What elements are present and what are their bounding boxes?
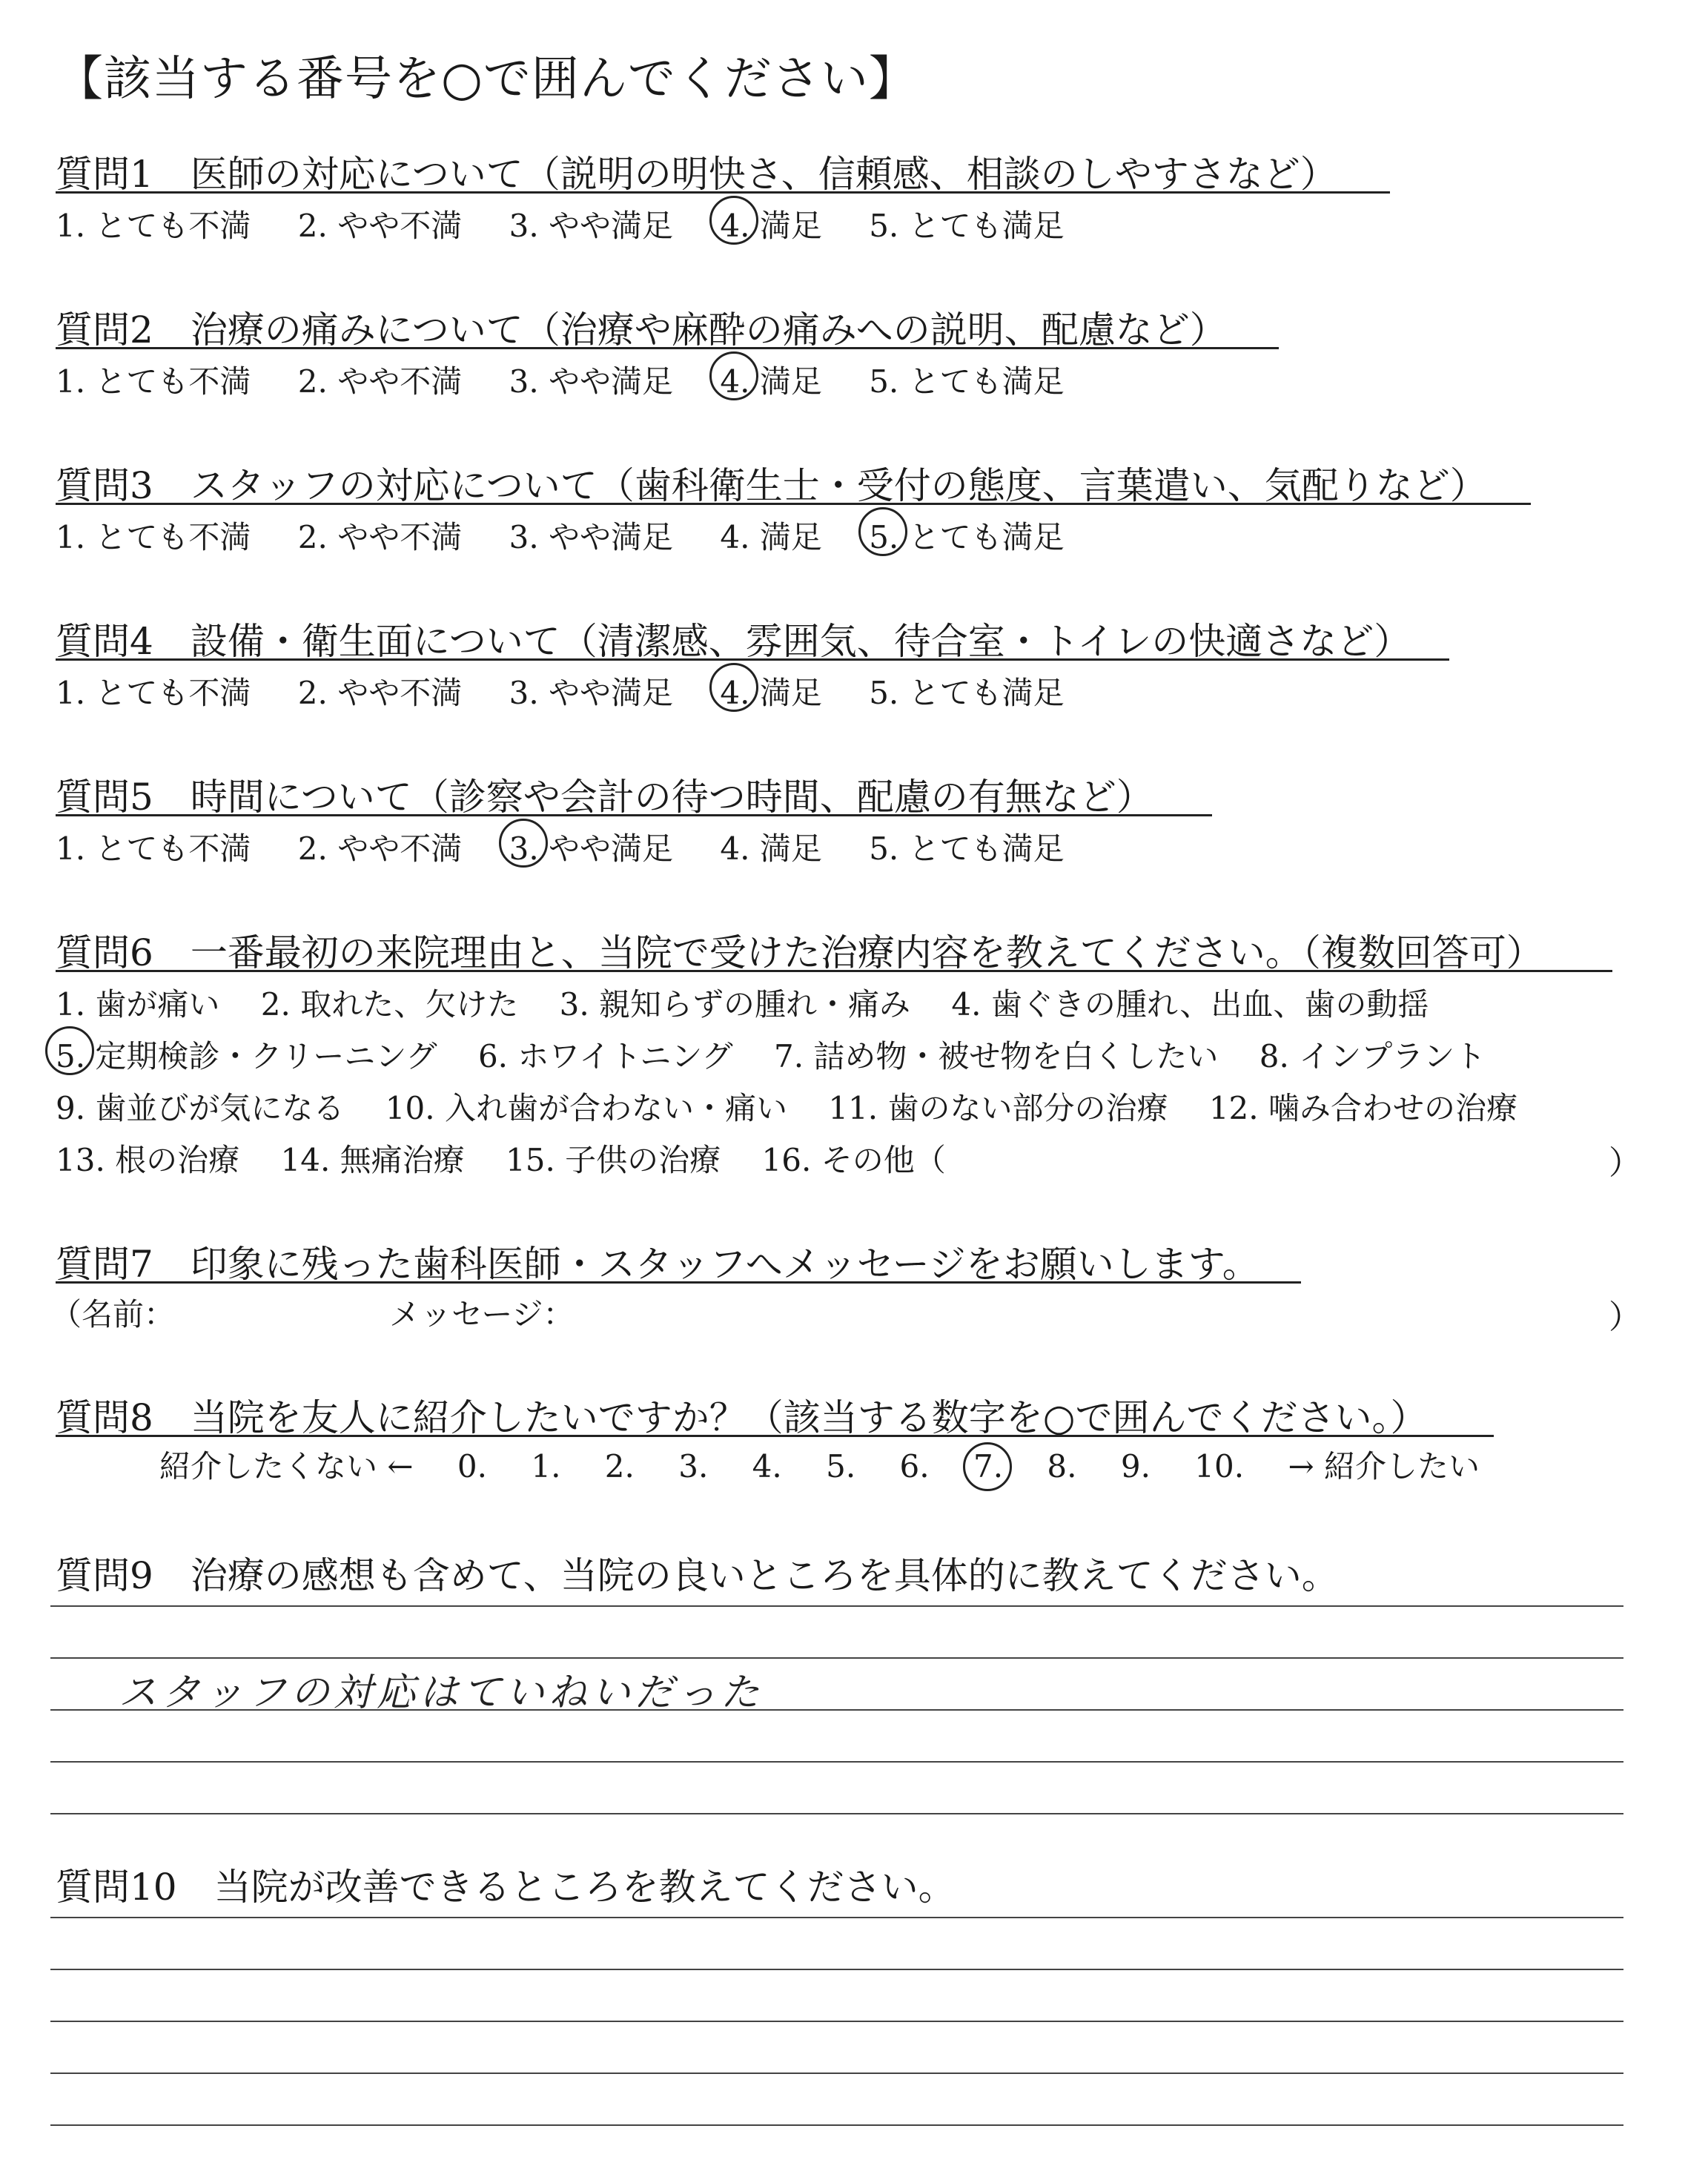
scale-option[interactable]: 2. [604,1448,635,1484]
scale-option[interactable]: 10. [1194,1448,1245,1484]
option-2[interactable]: 2. やや不満 [297,675,463,711]
option-4-selected[interactable]: 4. 満足 [720,202,821,246]
reason-option[interactable]: 7. 詰め物・被せ物を白くしたい [773,1038,1219,1074]
question-label: 質問4 [56,620,153,663]
question-label: 質問1 [56,153,153,196]
reason-option[interactable]: 4. 歯ぐきの腫れ、出血、歯の動揺 [951,986,1429,1023]
writing-line [50,2124,1623,2126]
question-underline [56,347,1279,349]
option-1[interactable]: 1. とても不満 [56,830,251,867]
question-label: 質問7 [56,1243,153,1286]
option-3[interactable]: 3. やや満足 [509,208,674,244]
option-3-selected[interactable]: 3. やや満足 [509,825,673,869]
answer-options [56,202,1102,246]
question-text: 治療の感想も含めて、当院の良いところを具体的に教えてください。 [190,1554,1339,1597]
option-5[interactable]: 5. とても満足 [869,363,1065,400]
reason-option[interactable]: 2. 取れた、欠けた [260,986,519,1023]
reason-option-other[interactable]: 16. その他（ [761,1142,946,1178]
scale-option[interactable]: 6. [899,1448,930,1484]
option-4[interactable]: 4. 満足 [720,519,822,555]
reason-option[interactable]: 12. 噛み合わせの治療 [1208,1090,1517,1126]
scale-option[interactable]: 5. [826,1448,856,1484]
reason-row-4 [56,1136,977,1180]
option-1[interactable]: 1. とても不満 [56,675,251,711]
question-label: 質問10 [56,1866,177,1909]
answer-options [56,357,1102,402]
question-text: 時間について（診察や会計の待つ時間、配慮の有無など） [190,776,1153,819]
answer-options [56,669,1102,713]
scale-option-selected[interactable]: 7. [973,1448,1004,1484]
reason-option[interactable]: 8. インプラント [1259,1038,1486,1074]
question-label: 質問6 [56,931,153,974]
option-2[interactable]: 2. やや不満 [297,363,463,400]
reason-option[interactable]: 1. 歯が痛い [56,986,220,1023]
option-1[interactable]: 1. とても不満 [56,208,251,244]
question-text: 当院を友人に紹介したいですか？（該当する数字を○で囲んでください。） [190,1396,1428,1439]
reason-option[interactable]: 9. 歯並びが気になる [56,1090,345,1126]
reason-option[interactable]: 15. 子供の治療 [506,1142,721,1178]
question-text: 一番最初の来院理由と、当院で受けた治療内容を教えてください。（複数回答可） [190,931,1543,974]
reason-row-2 [56,1032,1517,1077]
option-4[interactable]: 4. 満足 [720,830,822,867]
message-field-label: メッセージ： [389,1296,575,1332]
question-text: 治療の痛みについて（治療や麻酔の痛みへの説明、配慮など） [190,308,1227,351]
question-label: 質問5 [56,776,153,819]
option-2[interactable]: 2. やや不満 [297,519,463,555]
scale-option[interactable]: 8. [1047,1448,1077,1484]
writing-line [50,1969,1623,1970]
option-3[interactable]: 3. やや満足 [509,363,674,400]
reason-option[interactable]: 14. 無痛治療 [280,1142,465,1178]
writing-line [50,1605,1623,1607]
option-1[interactable]: 1. とても不満 [56,519,251,555]
writing-line [50,1709,1623,1711]
question-label: 質問2 [56,308,153,351]
handwritten-answer[interactable]: スタッフの対応はていねいだった [119,1671,764,1715]
reason-row-1 [56,980,1460,1025]
writing-line [50,1761,1623,1763]
writing-line [50,2073,1623,2074]
scale-option[interactable]: 0. [457,1448,487,1484]
scale-option[interactable]: 3. [678,1448,709,1484]
page-title: 【該当する番号を○で囲んでください】 [56,52,917,107]
question-text: 当院が改善できるところを教えてください。 [214,1866,956,1909]
writing-line [50,2021,1623,2022]
question-underline [56,1435,1494,1437]
question-underline [56,814,1212,816]
option-5[interactable]: 5. とても満足 [869,830,1065,867]
recommend-scale [159,1442,1514,1487]
option-4-selected[interactable]: 4. 満足 [720,669,821,713]
reason-option[interactable]: 13. 根の治療 [56,1142,240,1178]
reason-option-selected[interactable]: 5. 定期検診・クリーニング [56,1032,437,1077]
answer-options [56,513,1102,558]
option-2[interactable]: 2. やや不満 [297,830,463,867]
reason-option[interactable]: 3. 親知らずの腫れ・痛み [559,986,911,1023]
option-5[interactable]: 5. とても満足 [869,675,1065,711]
question-underline [56,191,1390,194]
question-underline [56,658,1449,661]
option-5[interactable]: 5. とても満足 [869,208,1065,244]
reason-row-3 [56,1084,1549,1129]
scale-option[interactable]: 4. [752,1448,782,1484]
question-underline [56,1281,1301,1284]
writing-line [50,1657,1623,1659]
message-close-paren: ） [1609,1298,1641,1336]
question-text: 印象に残った歯科医師・スタッフへメッセージをお願いします。 [190,1243,1260,1286]
question-text: 設備・衛生面について（清潔感、雰囲気、待合室・トイレの快適さなど） [190,620,1411,663]
scale-left-label: 紹介したくない ← [159,1448,414,1484]
question-text: 医師の対応について（説明の明快さ、信頼感、相談のしやすさなど） [190,153,1337,196]
name-field-label: （名前： [50,1296,176,1332]
question-underline [56,503,1531,505]
option-3[interactable]: 3. やや満足 [509,519,674,555]
scale-right-label: → 紹介したい [1288,1448,1480,1484]
option-1[interactable]: 1. とても不満 [56,363,251,400]
question-label: 質問3 [56,464,153,507]
answer-options [56,825,1102,869]
scale-option[interactable]: 9. [1120,1448,1151,1484]
reason-option[interactable]: 11. 歯のない部分の治療 [828,1090,1168,1126]
reason-option[interactable]: 10. 入れ歯が合わない・痛い [385,1090,787,1126]
reason-option[interactable]: 6. ホワイトニング [477,1038,733,1074]
writing-line [50,1813,1623,1814]
other-close-paren: ） [1609,1144,1641,1182]
scale-option[interactable]: 1. [531,1448,561,1484]
option-2[interactable]: 2. やや不満 [297,208,463,244]
option-4-selected[interactable]: 4. 満足 [720,357,821,402]
writing-line [50,1917,1623,1918]
question-label: 質問9 [56,1554,153,1597]
question-text: スタッフの対応について（歯科衛生士・受付の態度、言葉遣い、気配りなど） [190,464,1487,507]
option-5-selected[interactable]: 5. とても満足 [869,513,1064,558]
question-label: 質問8 [56,1396,153,1439]
option-3[interactable]: 3. やや満足 [509,675,674,711]
question-underline [56,970,1612,972]
